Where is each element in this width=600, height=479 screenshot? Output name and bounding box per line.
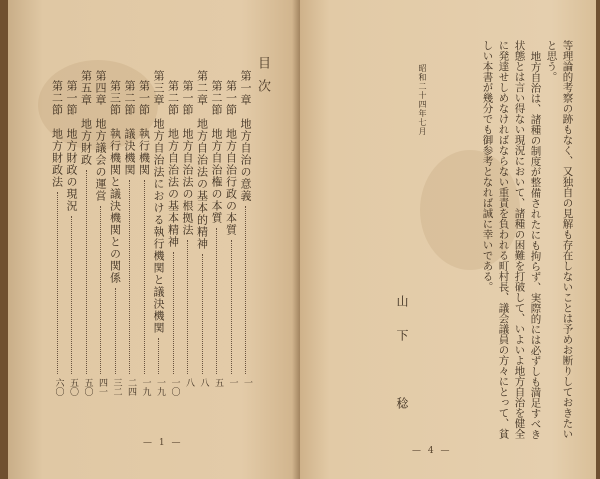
toc-page-number: 六〇 [53,378,64,396]
left-folio: — 1 — [143,438,183,448]
body-line: と思う。 [545,40,558,82]
toc-leader-dots [100,206,102,374]
toc-page-number: 五〇 [68,378,78,396]
toc-section: 第二節 地方財政法 [50,80,64,188]
body-line: 地方自治は、諸種の制度が整備されたにも拘らず、実際的には必ずしも満足すべき [529,51,542,440]
toc-chapter: 第三章 地方自治法における執行機関と議決機関 [152,70,165,334]
toc-leader-dots [57,192,59,374]
toc-page-number: 五 [213,378,223,387]
toc-page-number: 四一 [97,378,107,396]
toc-chapter: 第五章 地方財政 [79,70,93,166]
toc-page-number: 五〇 [82,378,93,396]
toc-section: 第二節 地方自治法の基本精神 [166,80,180,248]
toc-leader-dots [144,180,146,374]
toc-leader-dots [231,240,233,374]
toc-page-number: 二四 [126,378,136,396]
body-line: に発達せしめなければならない重責を負われる町村長、議会議員の方々にとって、貧 [497,40,510,439]
date-line: 昭和二十四年七月 [418,64,427,136]
toc-leader-dots [86,170,88,374]
toc-leader-dots [158,338,160,374]
toc-section: 第一節 執行機関 [137,80,151,176]
author-name: 山下 稔 [395,295,409,431]
toc-leader-dots [71,216,73,374]
body-line: 等理論的考察の跡もなく、又独自の見解も存在しないことは予めお断りしておきたい [561,40,574,439]
toc-section: 第二節 議決機関 [123,80,136,176]
toc-page [8,0,300,479]
toc-section: 第二節 地方自治権の本質 [210,80,223,224]
toc-chapter: 第二章 地方自治法の基本的精神 [195,70,209,250]
toc-leader-dots [202,254,204,374]
text-page [300,0,596,479]
toc-chapter: 第一章 地方自治の意義 [239,70,252,202]
toc-leader-dots [115,288,117,374]
body-line: しい本書が幾分でも御参考となれば誠に幸いである。 [481,40,494,292]
toc-page-number: 八 [184,378,194,387]
toc-page-number: 一〇 [169,378,180,396]
toc-leader-dots [245,206,247,374]
toc-leader-dots [187,240,189,374]
toc-section: 第三節 執行機関と議決機関との関係 [108,80,122,284]
toc-section: 第一節 地方自治行政の本質 [224,80,238,236]
toc-section: 第一節 地方自治法の根拠法 [181,80,194,236]
toc-page-number: 一 [242,378,252,387]
toc-section: 第一節 地方財政の現況 [65,80,78,212]
toc-page-number: 一九 [140,378,151,396]
toc-chapter: 第四章 地方議会の運営 [94,70,107,202]
toc-page-number: 八 [198,378,209,387]
toc-heading: 目次 [255,56,270,102]
toc-leader-dots [216,228,218,374]
right-folio: — 4 — [412,446,452,456]
body-line: 状態とは言い得ない現況において、諸種の困難を打破して、いよいよ地方自治を健全 [513,40,526,439]
toc-page-number: 一 [227,378,238,387]
toc-page-number: 一九 [155,378,165,396]
toc-leader-dots [129,180,131,374]
toc-page-number: 三二 [111,378,122,396]
toc-leader-dots [173,252,175,374]
